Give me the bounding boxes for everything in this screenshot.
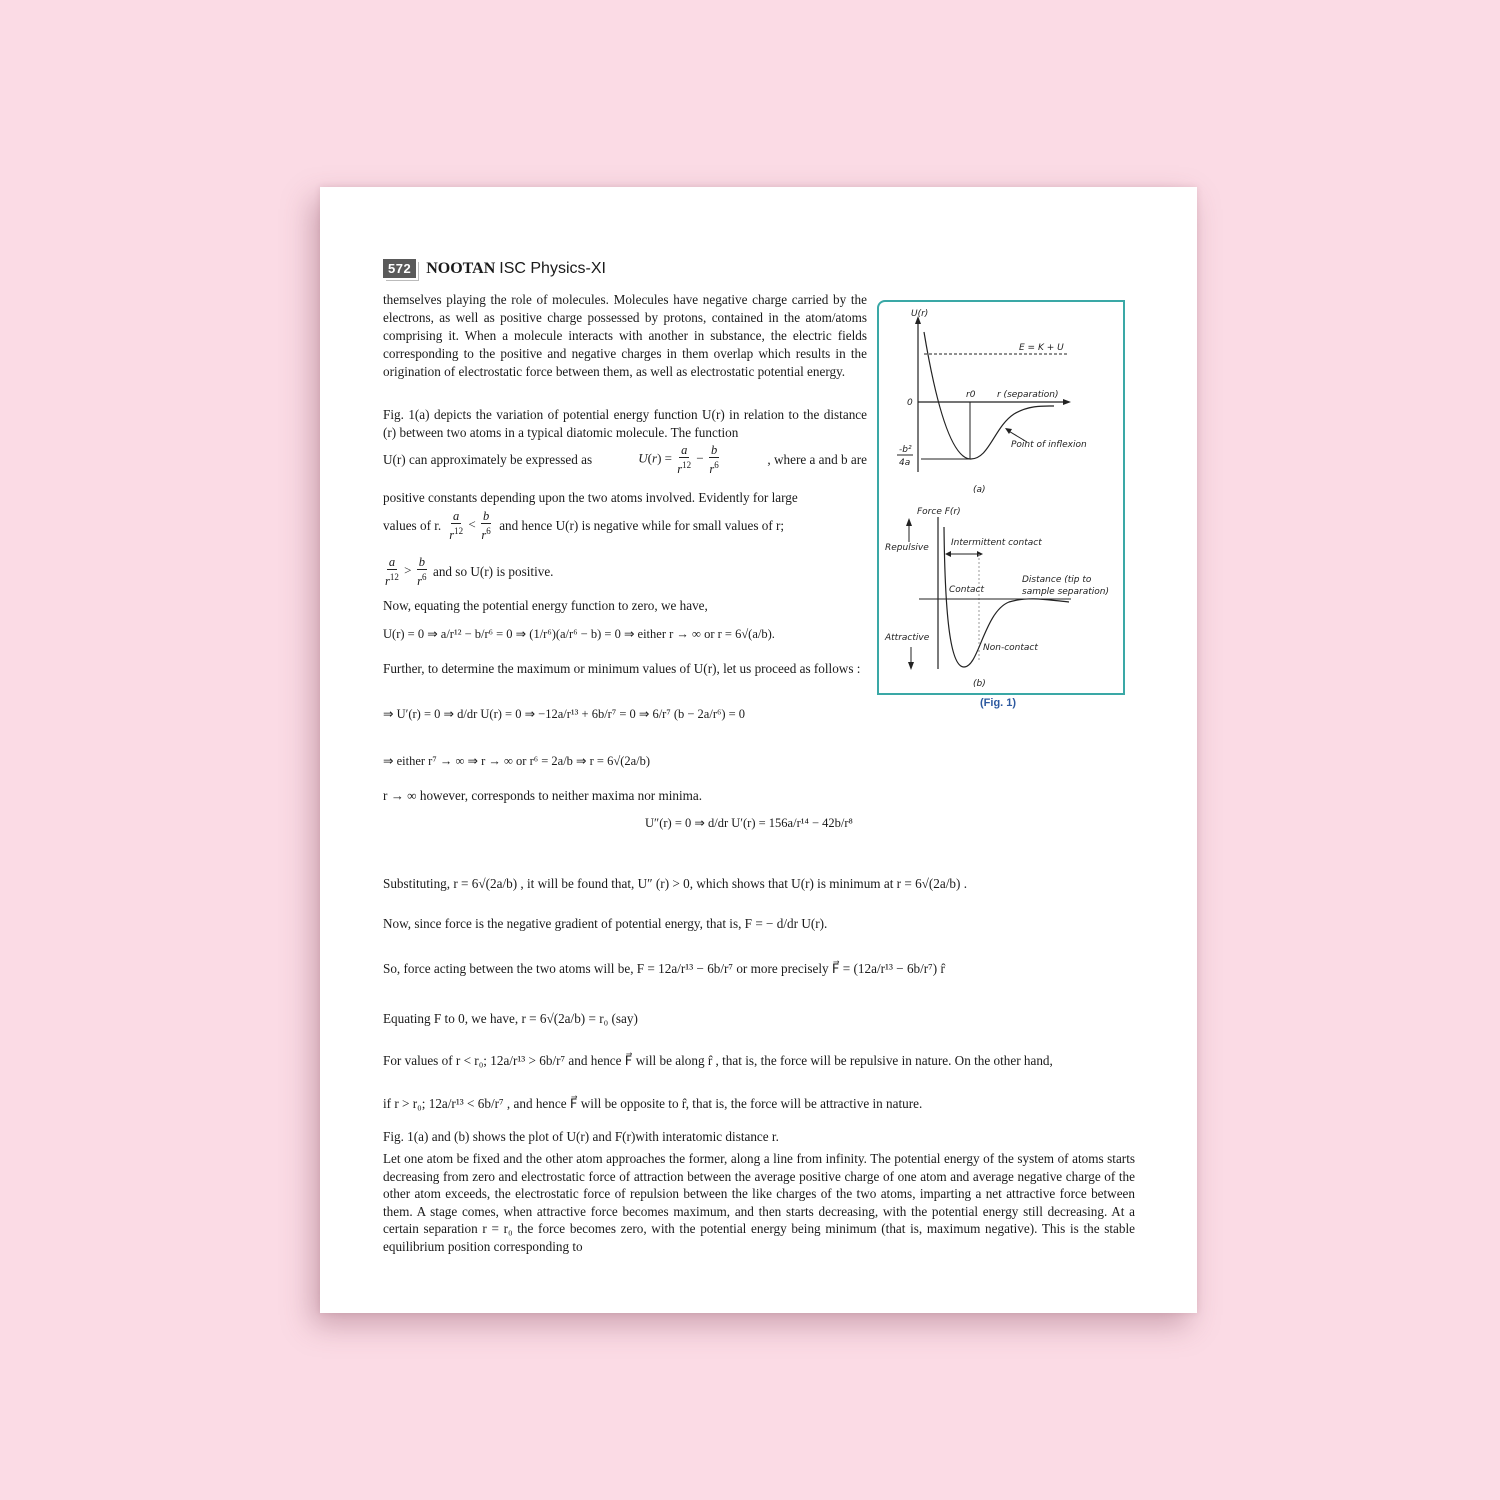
p2b-prefix: U(r) can approximately be expressed as xyxy=(383,451,593,467)
paragraph-8: Substituting, r = 6√(2a/b) , it will be found that, U″ (r) > 0, which shows that U(r) is minimum at r = 6√(2a/b) . xyxy=(383,876,967,891)
equation-1: U(r) = 0 ⇒ a/r¹² − b/r⁶ = 0 ⇒ (1/r⁶)(a/r⁶ − b) = 0 ⇒ either r → ∞ or r = 6√(a/b). xyxy=(383,627,775,641)
paragraph-10: So, force acting between the two atoms will be, F = 12a/r¹³ − 6b/r⁷ or more precisely F⃗ = (12a/r¹³ − 6b/r⁷) r̂ xyxy=(383,961,945,976)
svg-text:Distance (tip to: Distance (tip to xyxy=(1022,575,1092,585)
paragraph-2: Fig. 1(a) depicts the variation of potential energy function U(r) in relation to the distance (r) between two atoms in a typical diatomic molecule. The function xyxy=(383,407,867,440)
paragraph-7: r → ∞ however, corresponds to neither maxima nor minima. xyxy=(383,788,703,803)
paragraph-6: Further, to determine the maximum or minimum values of U(r), let us proceed as follows : xyxy=(383,661,861,676)
inequality-small-r: $\frac{a}{r^{12}}$ > $\frac{b}{r^6}$ xyxy=(385,555,427,589)
page-number: 572 xyxy=(383,259,416,278)
paragraph-14: Fig. 1(a) and (b) shows the plot of U(r) and F(r)with interatomic distance r. xyxy=(383,1129,779,1144)
svg-text:(a): (a) xyxy=(973,485,986,495)
svg-text:U(r): U(r) xyxy=(911,309,929,319)
paragraph-12: For values of r < r₀; 12a/r¹³ > 6b/r⁷ and hence F⃗ will be along r̂ , that is, the force will be repulsive in nature. On the other hand, xyxy=(383,1053,1053,1068)
page-header xyxy=(383,259,606,278)
paragraph-4 xyxy=(383,555,867,588)
svg-text:0: 0 xyxy=(907,398,913,408)
paragraph-5: Now, equating the potential energy function to zero, we have, xyxy=(383,598,708,613)
paragraph-1: themselves playing the role of molecules. Molecules have negative charge carried by the electrons, as well as positive charge possessed by protons, contained in the atom/atoms comprising it. When a molecule interacts with another in substance, the electric fields corresponding to the positive and negative charges in them overlap which results in the origination of electrostatic force between them, as well as electrostatic potential energy. xyxy=(383,292,867,379)
svg-text:r0: r0 xyxy=(966,390,976,400)
svg-text:Attractive: Attractive xyxy=(885,633,930,643)
paragraph-9: Now, since force is the negative gradient of potential energy, that is, F = − d/dr U(r). xyxy=(383,916,828,931)
svg-text:sample separation): sample separation) xyxy=(1022,587,1110,597)
book-title xyxy=(426,260,606,278)
equation-ur: U(r) = $\frac{a}{r^{12}}$ − $\frac{b}{r^6}$ xyxy=(638,443,719,477)
svg-text:Point of inflexion: Point of inflexion xyxy=(1011,440,1087,450)
equation-2: ⇒ U′(r) = 0 ⇒ d/dr U(r) = 0 ⇒ −12a/r¹³ + 6b/r⁷ = 0 ⇒ 6/r⁷ (b − 2a/r⁶) = 0 xyxy=(383,707,746,721)
p2b-suffix: , where a and b are xyxy=(767,451,867,467)
paragraph-3b xyxy=(383,509,867,542)
p4-suffix: and so U(r) is positive. xyxy=(432,563,554,579)
equation-3: ⇒ either r⁷ → ∞ ⇒ r → ∞ or r⁶ = 2a/b ⇒ r = 6√(2a/b) xyxy=(383,754,651,768)
svg-text:4a: 4a xyxy=(899,458,911,468)
svg-text:Intermittent contact: Intermittent contact xyxy=(951,538,1042,548)
paragraph-2b xyxy=(383,443,867,476)
svg-text:-b²: -b² xyxy=(899,445,912,455)
brand-bold: NOOTAN xyxy=(426,259,496,277)
svg-text:Force F(r): Force F(r) xyxy=(917,507,961,517)
paragraph-15: Let one atom be fixed and the other atom approaches the former, along a line from infinity. The potential energy of the system of atoms starts decreasing from zero and electrostatic force of attraction between the average positive charge of one atom and average negative charge of the other atom exceeds, the electrostatic force of repulsion between the like charges of the two atoms, imparting a net attractive force between them. A stage comes, when attractive force becomes maximum, and then starts decreasing, with the potential energy still decreasing. At a certain separation r = r₀ the force becomes zero, with the potential energy being minimum (that is, maximum negative). This is the stable equilibrium position corresponding to xyxy=(383,1151,1135,1254)
book-page xyxy=(320,187,1197,1313)
p3b-suffix: and hence U(r) is negative while for small values of r; xyxy=(499,517,785,533)
paragraph-3: positive constants depending upon the two atoms involved. Evidently for large xyxy=(383,490,798,505)
svg-text:r (separation): r (separation) xyxy=(997,390,1059,400)
svg-text:Non-contact: Non-contact xyxy=(983,643,1038,653)
svg-text:E = K + U: E = K + U xyxy=(1019,343,1064,353)
inequality-large-r: $\frac{a}{r^{12}}$ < $\frac{b}{r^6}$ xyxy=(449,509,491,543)
figure-1 xyxy=(877,300,1125,695)
figure-1-graphs xyxy=(879,302,1123,693)
brand-rest: ISC Physics-XI xyxy=(499,259,606,277)
svg-text:(b): (b) xyxy=(973,679,986,689)
figure-caption: (Fig. 1) xyxy=(980,697,1017,709)
svg-text:Contact: Contact xyxy=(949,585,985,595)
paragraph-13: if r > r₀; 12a/r¹³ < 6b/r⁷ , and hence F⃗ will be opposite to r̂, that is, the force will be attractive in nature. xyxy=(383,1096,923,1111)
equation-4: U″(r) = 0 ⇒ d/dr U′(r) = 156a/r¹⁴ − 42b/r⁸ xyxy=(645,816,853,830)
svg-text:Repulsive: Repulsive xyxy=(885,543,929,553)
p3b-prefix: values of r. xyxy=(383,517,442,533)
paragraph-11: Equating F to 0, we have, r = 6√(2a/b) = r₀ (say) xyxy=(383,1011,638,1026)
